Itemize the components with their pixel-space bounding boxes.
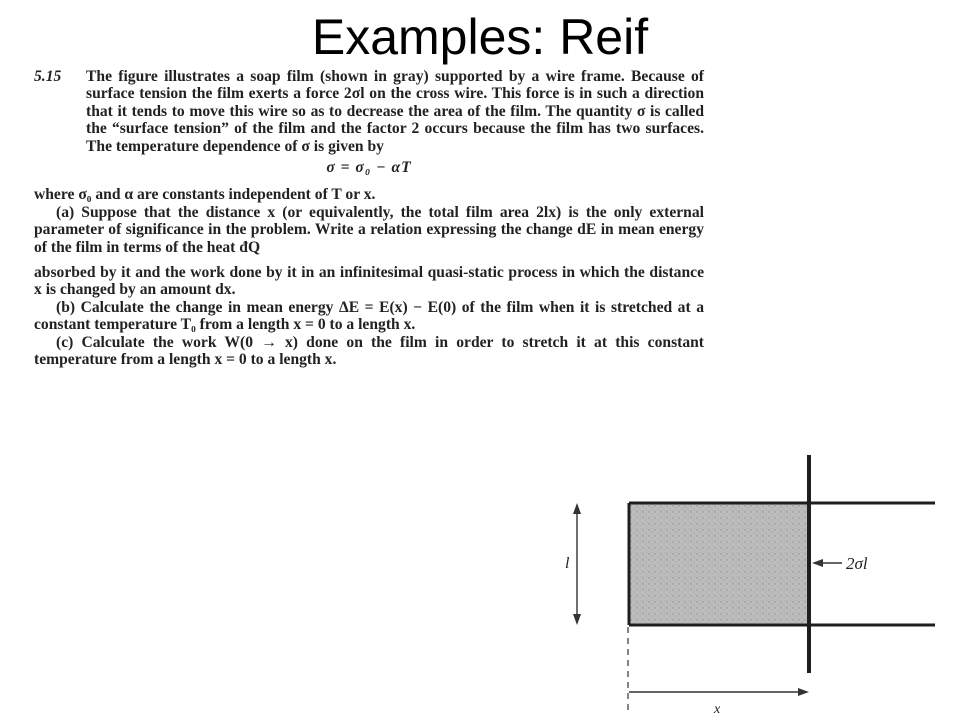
problem-text (34, 68, 704, 369)
part-c-text: (c) Calculate the work W(0 → x) done on the film in order to stretch it at this constant temperature from a length x = 0 to a length x. (34, 333, 704, 369)
label-l: l (565, 555, 570, 572)
length-l-arrowhead-top (573, 503, 581, 514)
slide-title: Examples: Reif (311, 9, 649, 65)
part-a-text: (a) Suppose that the distance x (or equivalently, the total film area 2lx) is the only external parameter of significance in the problem. Write a relation expressing the change dE in mean energy of the film in terms of the heat đQ (34, 203, 704, 256)
soap-film-diagram (540, 445, 950, 720)
surface-tension-equation: σ = σ₀ − αT (326, 159, 412, 177)
label-force: 2σl (846, 554, 868, 573)
label-x: x (714, 702, 721, 717)
problem-number: 5.15 (34, 68, 62, 85)
x-dimension-arrowhead (798, 688, 809, 696)
part-a-continuation: absorbed by it and the work done by it in an infinitesimal quasi-static process in which the distance x is changed by an amount dx. (34, 264, 704, 299)
equation-note: where σ₀ and α are constants independent of T or x. (34, 186, 376, 204)
soap-film (629, 503, 809, 625)
part-b-text: (b) Calculate the change in mean energy ΔE = E(x) − E(0) of the film when it is stretched at a constant temperature T₀ from a length x = 0 to a length x. (34, 298, 704, 334)
soap-film-figure (540, 445, 950, 720)
force-arrowhead (812, 559, 823, 567)
problem-intro: The figure illustrates a soap film (shown in gray) supported by a wire frame. Because of surface tension the film exerts a force 2σl on the cross wire. This force is in such a direction that it tends to move this wire so as to decrease the area of the film. The quantity σ is called the “surface tension” of the film and the factor 2 occurs because the film has two surfaces. The temperature dependence of σ is given by (86, 68, 704, 155)
length-l-arrowhead-bottom (573, 614, 581, 625)
